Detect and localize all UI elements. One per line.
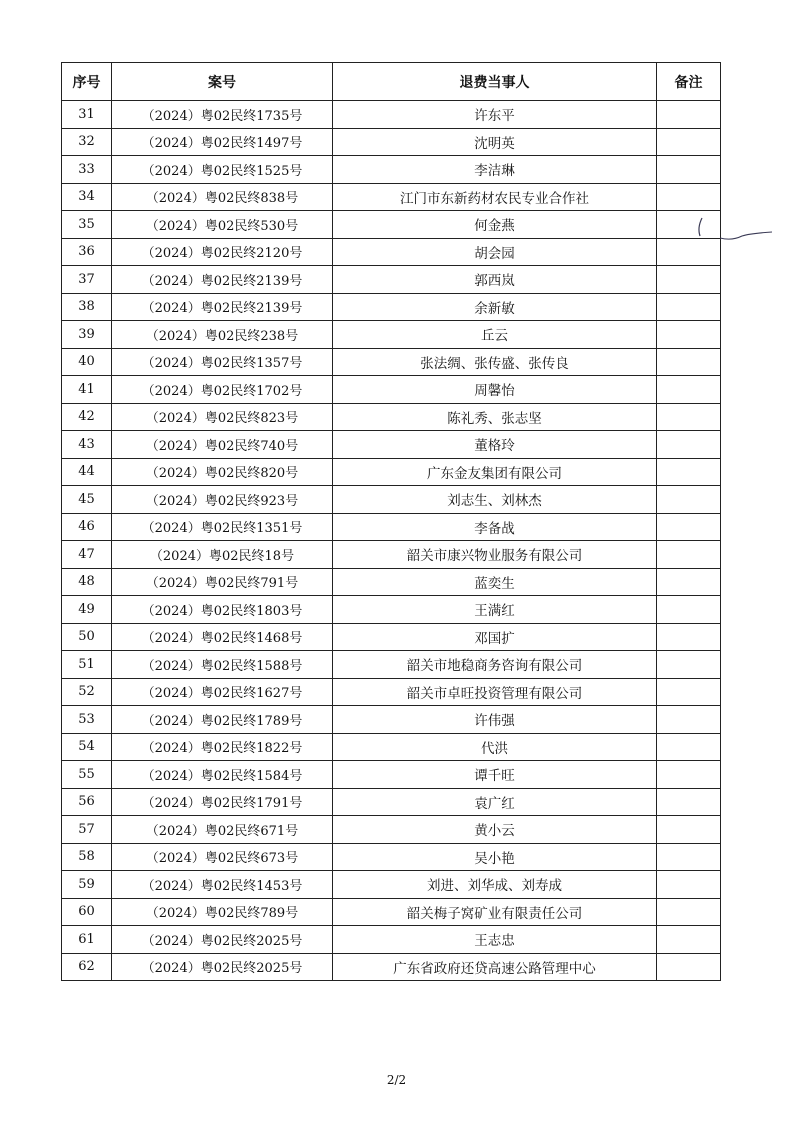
cell-case-number: （2024）粤02民终2120号 — [112, 238, 333, 266]
table-row — [62, 403, 721, 431]
cell-note — [657, 293, 721, 321]
cell-seq: 53 — [62, 706, 112, 734]
table-row — [62, 486, 721, 514]
cell-case-number: （2024）粤02民终18号 — [112, 541, 333, 569]
cell-note — [657, 376, 721, 404]
cell-case-number: （2024）粤02民终820号 — [112, 458, 333, 486]
table-row — [62, 431, 721, 459]
cell-case-number: （2024）粤02民终1791号 — [112, 788, 333, 816]
cell-note — [657, 678, 721, 706]
cell-party: 蓝奕生 — [333, 568, 657, 596]
table-row — [62, 678, 721, 706]
cell-party: 何金燕 — [333, 211, 657, 239]
table-row — [62, 156, 721, 184]
cell-seq: 55 — [62, 761, 112, 789]
cell-party: 韶关市卓旺投资管理有限公司 — [333, 678, 657, 706]
cell-seq: 49 — [62, 596, 112, 624]
cell-party: 邓国扩 — [333, 623, 657, 651]
table-row — [62, 926, 721, 954]
cell-party: 广东金友集团有限公司 — [333, 458, 657, 486]
cell-party: 袁广红 — [333, 788, 657, 816]
header-party: 退费当事人 — [333, 63, 657, 101]
cell-party: 王志忠 — [333, 926, 657, 954]
cell-seq: 32 — [62, 128, 112, 156]
cell-note — [657, 816, 721, 844]
cell-note — [657, 623, 721, 651]
table-row — [62, 953, 721, 981]
cell-note — [657, 431, 721, 459]
header-note: 备注 — [657, 63, 721, 101]
cell-seq: 37 — [62, 266, 112, 294]
table-row — [62, 348, 721, 376]
cell-party: 韶关市康兴物业服务有限公司 — [333, 541, 657, 569]
cell-party: 陈礼秀、张志坚 — [333, 403, 657, 431]
cell-party: 张法绸、张传盛、张传良 — [333, 348, 657, 376]
cell-note — [657, 926, 721, 954]
table-body — [62, 101, 721, 981]
table-row — [62, 128, 721, 156]
cell-seq: 56 — [62, 788, 112, 816]
cell-note — [657, 761, 721, 789]
cell-case-number: （2024）粤02民终923号 — [112, 486, 333, 514]
cell-party: 周馨怡 — [333, 376, 657, 404]
cell-case-number: （2024）粤02民终1588号 — [112, 651, 333, 679]
cell-seq: 43 — [62, 431, 112, 459]
table-row — [62, 513, 721, 541]
cell-seq: 34 — [62, 183, 112, 211]
cell-seq: 54 — [62, 733, 112, 761]
cell-case-number: （2024）粤02民终1702号 — [112, 376, 333, 404]
table-row — [62, 651, 721, 679]
cell-seq: 61 — [62, 926, 112, 954]
cell-seq: 46 — [62, 513, 112, 541]
cell-case-number: （2024）粤02民终1789号 — [112, 706, 333, 734]
cell-seq: 48 — [62, 568, 112, 596]
table-row — [62, 321, 721, 349]
table-row — [62, 733, 721, 761]
cell-party: 许伟强 — [333, 706, 657, 734]
cell-seq: 57 — [62, 816, 112, 844]
cell-party: 刘进、刘华成、刘寿成 — [333, 871, 657, 899]
cell-seq: 47 — [62, 541, 112, 569]
cell-case-number: （2024）粤02民终1468号 — [112, 623, 333, 651]
cell-note — [657, 706, 721, 734]
cell-note — [657, 403, 721, 431]
cell-seq: 31 — [62, 101, 112, 129]
table-row — [62, 458, 721, 486]
cell-party: 李洁琳 — [333, 156, 657, 184]
cell-case-number: （2024）粤02民终1584号 — [112, 761, 333, 789]
cell-case-number: （2024）粤02民终1735号 — [112, 101, 333, 129]
cell-party: 郭西岚 — [333, 266, 657, 294]
cell-seq: 45 — [62, 486, 112, 514]
cell-party: 吴小艳 — [333, 843, 657, 871]
cell-note — [657, 183, 721, 211]
cell-seq: 58 — [62, 843, 112, 871]
cell-seq: 50 — [62, 623, 112, 651]
table-row — [62, 376, 721, 404]
table-row — [62, 211, 721, 239]
cell-note — [657, 541, 721, 569]
cell-seq: 62 — [62, 953, 112, 981]
table-row — [62, 871, 721, 899]
cell-party: 代洪 — [333, 733, 657, 761]
cell-case-number: （2024）粤02民终1627号 — [112, 678, 333, 706]
cell-note — [657, 871, 721, 899]
cell-note — [657, 898, 721, 926]
cell-seq: 60 — [62, 898, 112, 926]
cell-case-number: （2024）粤02民终1453号 — [112, 871, 333, 899]
cell-seq: 33 — [62, 156, 112, 184]
cell-case-number: （2024）粤02民终673号 — [112, 843, 333, 871]
cell-party: 韶关市地稳商务咨询有限公司 — [333, 651, 657, 679]
table-row — [62, 101, 721, 129]
header-case: 案号 — [112, 63, 333, 101]
cell-case-number: （2024）粤02民终2139号 — [112, 266, 333, 294]
cell-party: 余新敏 — [333, 293, 657, 321]
refund-table — [61, 62, 721, 981]
cell-case-number: （2024）粤02民终1357号 — [112, 348, 333, 376]
cell-party: 刘志生、刘林杰 — [333, 486, 657, 514]
cell-case-number: （2024）粤02民终530号 — [112, 211, 333, 239]
cell-note — [657, 128, 721, 156]
cell-note — [657, 788, 721, 816]
cell-case-number: （2024）粤02民终1803号 — [112, 596, 333, 624]
page-number: 2/2 — [386, 1073, 407, 1087]
table-row — [62, 816, 721, 844]
cell-note — [657, 458, 721, 486]
cell-case-number: （2024）粤02民终2139号 — [112, 293, 333, 321]
table-row — [62, 843, 721, 871]
cell-case-number: （2024）粤02民终791号 — [112, 568, 333, 596]
cell-case-number: （2024）粤02民终2025号 — [112, 926, 333, 954]
table-row — [62, 266, 721, 294]
cell-note — [657, 843, 721, 871]
table-row — [62, 568, 721, 596]
cell-note — [657, 651, 721, 679]
cell-party: 丘云 — [333, 321, 657, 349]
cell-case-number: （2024）粤02民终823号 — [112, 403, 333, 431]
cell-party: 韶关梅子窝矿业有限责任公司 — [333, 898, 657, 926]
table-row — [62, 623, 721, 651]
table-row — [62, 788, 721, 816]
handwritten-pen-mark — [690, 214, 780, 254]
cell-seq: 42 — [62, 403, 112, 431]
cell-seq: 44 — [62, 458, 112, 486]
cell-note — [657, 953, 721, 981]
cell-seq: 36 — [62, 238, 112, 266]
cell-seq: 40 — [62, 348, 112, 376]
cell-case-number: （2024）粤02民终1822号 — [112, 733, 333, 761]
cell-party: 董格玲 — [333, 431, 657, 459]
cell-note — [657, 733, 721, 761]
table-row — [62, 706, 721, 734]
cell-party: 黄小云 — [333, 816, 657, 844]
table-row — [62, 898, 721, 926]
cell-party: 李备战 — [333, 513, 657, 541]
cell-seq: 39 — [62, 321, 112, 349]
cell-party: 沈明英 — [333, 128, 657, 156]
cell-note — [657, 513, 721, 541]
cell-seq: 35 — [62, 211, 112, 239]
cell-party: 广东省政府还贷高速公路管理中心 — [333, 953, 657, 981]
cell-note — [657, 348, 721, 376]
cell-case-number: （2024）粤02民终789号 — [112, 898, 333, 926]
cell-seq: 51 — [62, 651, 112, 679]
cell-note — [657, 266, 721, 294]
cell-seq: 38 — [62, 293, 112, 321]
cell-party: 王满红 — [333, 596, 657, 624]
cell-note — [657, 568, 721, 596]
cell-seq: 59 — [62, 871, 112, 899]
cell-note — [657, 101, 721, 129]
cell-seq: 41 — [62, 376, 112, 404]
table-header-row — [62, 63, 721, 101]
cell-note — [657, 321, 721, 349]
cell-note — [657, 486, 721, 514]
table-row — [62, 238, 721, 266]
table-row — [62, 596, 721, 624]
table-row — [62, 183, 721, 211]
cell-case-number: （2024）粤02民终238号 — [112, 321, 333, 349]
cell-case-number: （2024）粤02民终740号 — [112, 431, 333, 459]
table-row — [62, 761, 721, 789]
table-row — [62, 293, 721, 321]
table-row — [62, 541, 721, 569]
cell-party: 谭千旺 — [333, 761, 657, 789]
cell-party: 胡会园 — [333, 238, 657, 266]
cell-case-number: （2024）粤02民终2025号 — [112, 953, 333, 981]
cell-seq: 52 — [62, 678, 112, 706]
cell-note — [657, 596, 721, 624]
cell-case-number: （2024）粤02民终1497号 — [112, 128, 333, 156]
header-seq: 序号 — [62, 63, 112, 101]
cell-case-number: （2024）粤02民终1351号 — [112, 513, 333, 541]
cell-party: 江门市东新药材农民专业合作社 — [333, 183, 657, 211]
cell-party: 许东平 — [333, 101, 657, 129]
cell-case-number: （2024）粤02民终1525号 — [112, 156, 333, 184]
cell-case-number: （2024）粤02民终671号 — [112, 816, 333, 844]
cell-note — [657, 156, 721, 184]
cell-case-number: （2024）粤02民终838号 — [112, 183, 333, 211]
